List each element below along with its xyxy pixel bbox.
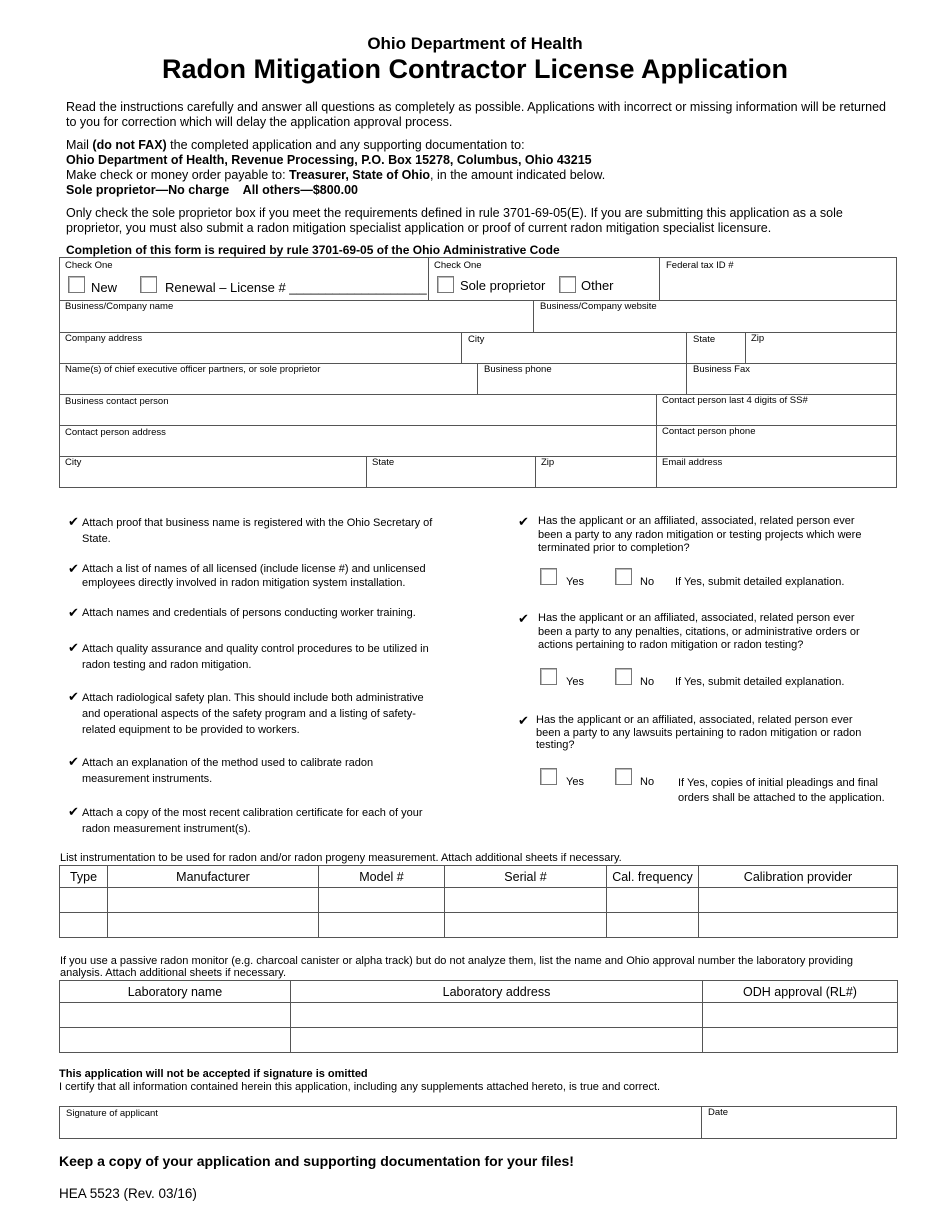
- q3-note: If Yes, copies of initial pleadings and final orders shall be attached to the application.: [678, 777, 885, 804]
- renewal-checkbox[interactable]: [140, 276, 157, 293]
- date-field[interactable]: Date: [708, 1107, 729, 1118]
- checklist-item: ✔ Attach proof that business name is registered with the Ohio Secretary of State.: [68, 514, 433, 545]
- other-checkbox[interactable]: [559, 276, 576, 293]
- check-one-label-2: Check One: [434, 260, 482, 271]
- table-cell[interactable]: [108, 913, 319, 938]
- table-row: [60, 888, 898, 913]
- checklist-item: ✔ Attach quality assurance and quality control procedures to be utilized in radon testing and radon mitigation.: [68, 640, 429, 671]
- new-label: New: [91, 280, 118, 295]
- page-title: Radon Mitigation Contractor License Application: [161, 54, 789, 84]
- table-cell[interactable]: [607, 888, 699, 913]
- mail-line: Mail (do not FAX) the completed application and any supporting documentation to:: [66, 138, 525, 152]
- q3-yes-checkbox[interactable]: [540, 768, 557, 785]
- table-cell[interactable]: [319, 913, 445, 938]
- renewal-license-field[interactable]: Renewal – License # ___________________: [165, 280, 427, 295]
- new-checkbox[interactable]: [68, 276, 85, 293]
- q3-yes-label: Yes: [566, 776, 584, 788]
- checkmark-icon: ✔: [68, 754, 79, 769]
- q1-yes-label: Yes: [566, 576, 584, 588]
- column-header: Cal. frequency: [607, 866, 699, 888]
- ceo-names-field[interactable]: Name(s) of chief executive officer partners, or sole proprietor: [65, 364, 321, 375]
- q1-no-checkbox[interactable]: [615, 568, 632, 585]
- contact-address-field[interactable]: Contact person address: [65, 427, 166, 438]
- table-cell[interactable]: [703, 1028, 898, 1053]
- table-cell[interactable]: [291, 1028, 703, 1053]
- table-cell[interactable]: [60, 1028, 291, 1053]
- question-terminated: ✔ Has the applicant or an affiliated, associated, related person ever been a party to any radon mitigation or testing projects which were terminated prior to completion?: [518, 514, 862, 554]
- instructions-text: Read the instructions carefully and answer all questions as completely as possible. Applications with incorrect or missing information will be returned to you for correction which will delay the application approval process.: [66, 100, 886, 129]
- checkmark-icon: ✔: [68, 804, 79, 819]
- q2-yes-checkbox[interactable]: [540, 668, 557, 685]
- table-cell[interactable]: [291, 1003, 703, 1028]
- column-header: Laboratory address: [291, 981, 703, 1003]
- labs-caption: If you use a passive radon monitor (e.g. charcoal canister or alpha track) but do not analyze them, list the name and Ohio approval number the laboratory providing analysis. Attach additional sheets if necessary.: [60, 955, 854, 979]
- column-header: Calibration provider: [699, 866, 898, 888]
- q2-note: If Yes, submit detailed explanation.: [675, 676, 845, 688]
- checkmark-icon: ✔: [518, 514, 529, 529]
- checkmark-icon: ✔: [68, 561, 79, 576]
- form-number: HEA 5523 (Rev. 03/16): [59, 1186, 197, 1201]
- checklist-item: ✔ Attach radiological safety plan. This should include both administrative and operational aspects of the safety program and a listing of safety-related equipment to be provided to workers.: [68, 689, 424, 736]
- ssn-last4-field[interactable]: Contact person last 4 digits of SS#: [662, 395, 808, 406]
- business-phone-field[interactable]: Business phone: [484, 364, 552, 375]
- signature-box: [59, 1106, 897, 1139]
- table-cell[interactable]: [60, 888, 108, 913]
- q1-note: If Yes, submit detailed explanation.: [675, 576, 845, 588]
- payable-line: Make check or money order payable to: Treasurer, State of Ohio, in the amount indicated below.: [66, 168, 606, 182]
- q1-no-label: No: [640, 576, 655, 588]
- other-label: Other: [581, 278, 614, 293]
- table-cell[interactable]: [445, 913, 607, 938]
- contact-phone-field[interactable]: Contact person phone: [662, 426, 756, 437]
- contact-person-field[interactable]: Business contact person: [65, 396, 169, 407]
- checkmark-icon: ✔: [518, 713, 529, 728]
- q3-no-checkbox[interactable]: [615, 768, 632, 785]
- checklist-item: ✔ Attach an explanation of the method used to calibrate radon measurement instruments.: [68, 754, 374, 785]
- checklist-item: ✔ Attach a list of names of all licensed (include license #) and unlicensed employees directly involved in radon mitigation system installation.: [68, 561, 426, 589]
- checkmark-icon: ✔: [68, 514, 79, 529]
- q2-no-checkbox[interactable]: [615, 668, 632, 685]
- business-fax-field[interactable]: Business Fax: [693, 364, 751, 375]
- zip-field-2[interactable]: Zip: [541, 457, 555, 468]
- column-header: Type: [60, 866, 108, 888]
- checklist-item: ✔ Attach names and credentials of persons conducting worker training.: [68, 605, 416, 620]
- question-lawsuits: ✔ Has the applicant or an affiliated, associated, related person ever been a party to any lawsuits pertaining to radon mitigation or radon testing?: [518, 713, 862, 751]
- agency-name: Ohio Department of Health: [367, 34, 583, 53]
- city-field[interactable]: City: [468, 334, 485, 345]
- sole-proprietor-label: Sole proprietor: [460, 278, 546, 293]
- table-cell[interactable]: [445, 888, 607, 913]
- signature-warning: This application will not be accepted if signature is omitted: [59, 1068, 368, 1080]
- table-cell[interactable]: [319, 888, 445, 913]
- instruments-caption: List instrumentation to be used for radon and/or radon progeny measurement. Attach additional sheets if necessary.: [60, 852, 622, 864]
- table-cell[interactable]: [703, 1003, 898, 1028]
- city-field-2[interactable]: City: [65, 457, 82, 468]
- table-cell[interactable]: [60, 1003, 291, 1028]
- q2-yes-label: Yes: [566, 676, 584, 688]
- federal-tax-id-field[interactable]: Federal tax ID #: [666, 260, 734, 271]
- mailing-address: Ohio Department of Health, Revenue Processing, P.O. Box 15278, Columbus, Ohio 43215: [66, 153, 592, 167]
- company-address-field[interactable]: Company address: [65, 333, 143, 344]
- state-field-2[interactable]: State: [372, 457, 395, 468]
- q3-no-label: No: [640, 776, 655, 788]
- table-cell[interactable]: [607, 913, 699, 938]
- column-header: Manufacturer: [108, 866, 319, 888]
- check-one-label: Check One: [65, 260, 113, 271]
- business-name-field[interactable]: Business/Company name: [65, 301, 174, 312]
- checklist-item: ✔ Attach a copy of the most recent calibration certificate for each of your radon measurement instrument(s).: [68, 804, 423, 835]
- checkmark-icon: ✔: [68, 605, 79, 620]
- state-field[interactable]: State: [693, 334, 716, 345]
- column-header: ODH approval (RL#): [703, 981, 898, 1003]
- table-row: [60, 913, 898, 938]
- required-note: Completion of this form is required by rule 3701-69-05 of the Ohio Administrative Code: [66, 243, 560, 257]
- email-field[interactable]: Email address: [662, 457, 723, 468]
- zip-field[interactable]: Zip: [751, 333, 765, 344]
- q1-yes-checkbox[interactable]: [540, 568, 557, 585]
- column-header: Model #: [319, 866, 445, 888]
- sole-proprietor-note: Only check the sole proprietor box if you meet the requirements defined in rule 3701-69-05(E). If you are submitting this application as a sole proprietor, you must also submit a radon mitigation specialist application or proof of current radon mitigation specialist licensure.: [66, 206, 843, 235]
- table-cell[interactable]: [108, 888, 319, 913]
- instruments-table: [59, 865, 898, 938]
- question-penalties: ✔ Has the applicant or an affiliated, associated, related person ever been a party to any penalties, citations, or administrative orders or actions pertaining to radon mitigation or radon testing?: [518, 611, 860, 651]
- column-header: Serial #: [445, 866, 607, 888]
- table-cell[interactable]: [60, 913, 108, 938]
- table-cell[interactable]: [699, 913, 898, 938]
- business-website-field[interactable]: Business/Company website: [540, 301, 657, 312]
- keep-copy-note: Keep a copy of your application and supporting documentation for your files!: [59, 1153, 574, 1169]
- table-row: [60, 1003, 898, 1028]
- labs-table: [59, 980, 898, 1053]
- fee-line: Sole proprietor—No charge All others—$800.00: [66, 183, 359, 197]
- checkmark-icon: ✔: [68, 689, 79, 704]
- sole-proprietor-checkbox[interactable]: [437, 276, 454, 293]
- checkmark-icon: ✔: [68, 640, 79, 655]
- checkmark-icon: ✔: [518, 611, 529, 626]
- table-cell[interactable]: [699, 888, 898, 913]
- q2-no-label: No: [640, 676, 655, 688]
- certification-text: I certify that all information contained herein this application, including any supplements attached hereto, is true and correct.: [59, 1081, 661, 1093]
- signature-field[interactable]: Signature of applicant: [66, 1108, 158, 1119]
- table-row: [60, 1028, 898, 1053]
- column-header: Laboratory name: [60, 981, 291, 1003]
